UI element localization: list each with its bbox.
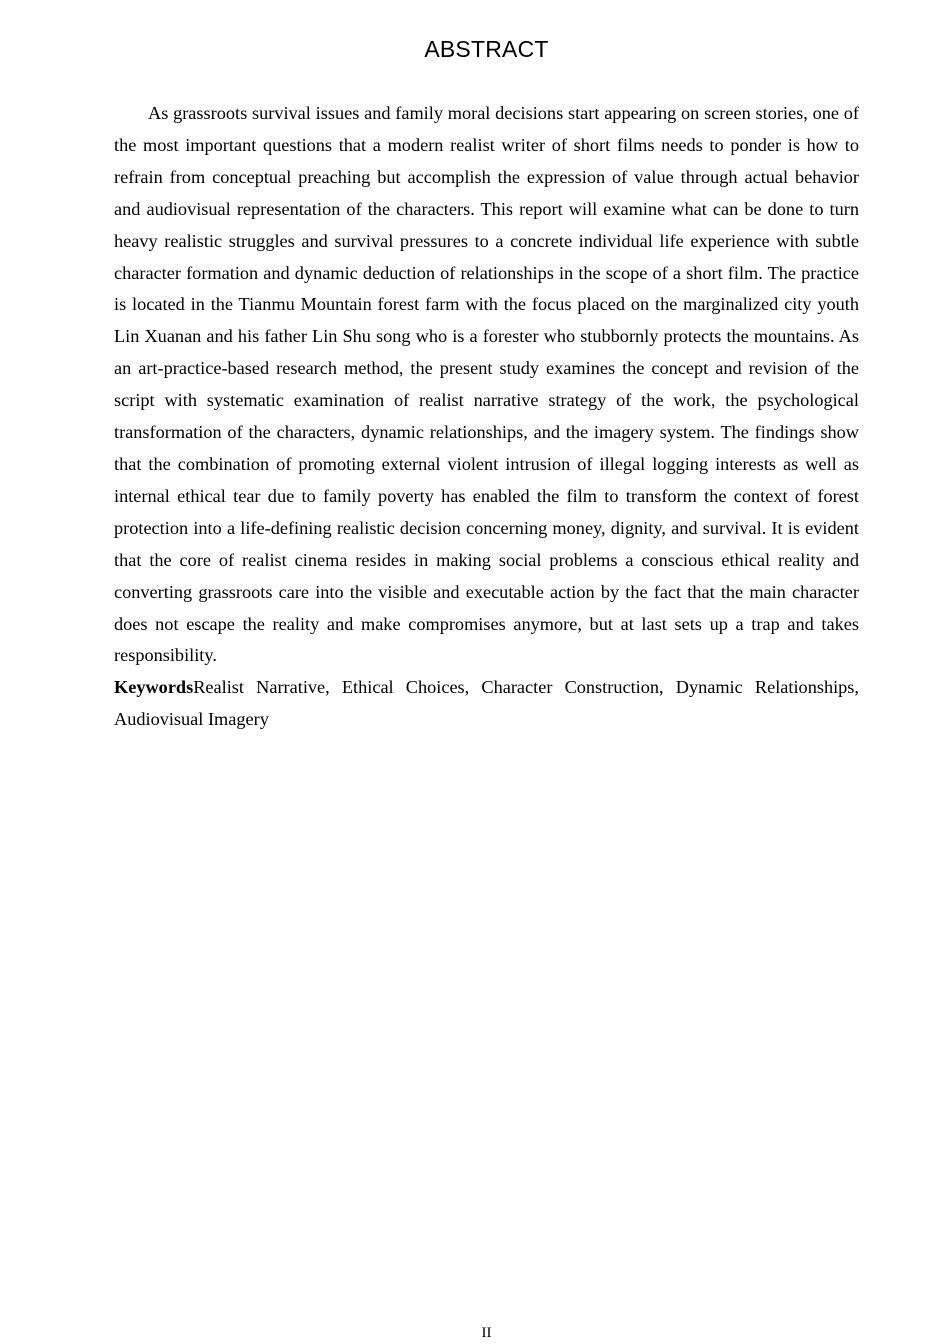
- abstract-body: [114, 98, 859, 736]
- abstract-title: ABSTRACT: [424, 36, 549, 62]
- page-number: II: [481, 1325, 492, 1341]
- abstract-paragraph: As grassroots survival issues and family moral decisions start appearing on screen stories, one of the most important questions that a modern realist writer of short films needs to ponder is how to refrain from conceptual preaching but accomplish the expression of value through actual behavior and audiovisual representation of the characters. This report will examine what can be done to turn heavy realistic struggles and survival pressures to a concrete individual life experience with subtle character formation and dynamic deduction of relationships in the scope of a short film. The practice is located in the Tianmu Mountain forest farm with the focus placed on the marginalized city youth Lin Xuanan and his father Lin Shu song who is a forester who stubbornly protects the mountains. As an art-practice-based research method, the present study examines the concept and revision of the script with systematic examination of realist narrative strategy of the work, the psychological transformation of the characters, dynamic relationships, and the imagery system. The findings show that the combination of promoting external violent intrusion of illegal logging interests as well as internal ethical tear due to family poverty has enabled the film to transform the context of forest protection into a life-defining realistic decision concerning money, dignity, and survival. It is evident that the core of realist cinema resides in making social problems a conscious ethical reality and converting grassroots care into the visible and executable action by the fact that the main character does not escape the reality and make compromises anymore, but at last sets up a trap and takes responsibility.: [114, 103, 859, 666]
- keywords-paragraph: [114, 672, 859, 736]
- keywords-text: Realist Narrative, Ethical Choices, Character Construction, Dynamic Relationships, Audiovisual Imagery: [114, 677, 859, 730]
- keywords-label: Keywords: [114, 677, 194, 698]
